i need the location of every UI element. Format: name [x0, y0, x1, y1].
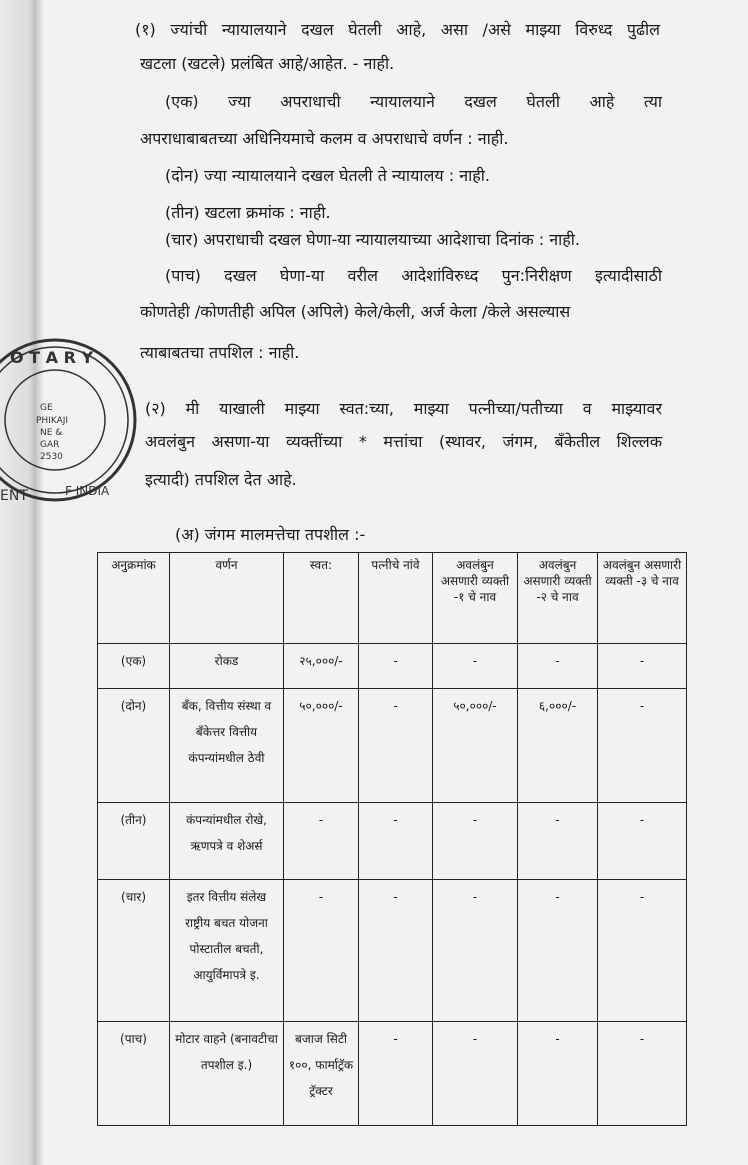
- cell-dependent-2: -: [518, 803, 598, 880]
- page-fold-shadow: [0, 0, 36, 1165]
- cell-spouse: -: [359, 1022, 433, 1126]
- svg-text:NE &: NE &: [40, 428, 63, 438]
- header-description: वर्णन: [170, 553, 284, 644]
- section2-line1: (२) मी याखाली माझ्या स्वत:च्या, माझ्या पत्नीच्या/पतीच्या व माझ्यावर: [145, 399, 662, 418]
- cell-serial: (एक): [98, 644, 170, 689]
- svg-text:PHIKAJI: PHIKAJI: [36, 416, 69, 426]
- table-row: [98, 880, 687, 1022]
- cell-dependent-3: -: [598, 803, 687, 880]
- cell-spouse: -: [359, 644, 433, 689]
- header-self: स्वत:: [284, 553, 359, 644]
- svg-text:GE: GE: [40, 403, 53, 413]
- cell-dependent-1: -: [433, 644, 518, 689]
- header-serial: अनुक्रमांक: [98, 553, 170, 644]
- cell-dependent-2: -: [518, 644, 598, 689]
- table-row: [98, 689, 687, 803]
- cell-dependent-3: -: [598, 880, 687, 1022]
- cell-dependent-3: -: [598, 689, 687, 803]
- table-row: [98, 644, 687, 689]
- cell-dependent-2: -: [518, 880, 598, 1022]
- section1-line2: खटला (खटले) प्रलंबित आहे/आहेत. - नाही.: [140, 54, 395, 73]
- header-dependent-2: अवलंबुन असणारी व्यक्ती -२ चे नाव: [518, 553, 598, 644]
- cell-dependent-1: -: [433, 1022, 518, 1126]
- header-spouse: पत्नीचे नांवे: [359, 553, 433, 644]
- cell-spouse: -: [359, 689, 433, 803]
- cell-self: बजाज सिटी १००, फार्माट्रॅक ट्रॅक्टर: [284, 1022, 359, 1126]
- section1-ek-1: (एक) ज्या अपराधाची न्यायालयाने दखल घेतली आहे त्या: [165, 92, 662, 111]
- cell-description: रोकड: [170, 644, 284, 689]
- cell-serial: (चार): [98, 880, 170, 1022]
- cell-dependent-3: -: [598, 644, 687, 689]
- notary-stamp: [0, 335, 140, 505]
- header-dependent-3: अवलंबुन असणारी व्यक्ती -३ चे नाव: [598, 553, 687, 644]
- cell-dependent-1: -: [433, 803, 518, 880]
- cell-dependent-3: -: [598, 1022, 687, 1126]
- movable-assets-table: [97, 552, 687, 1126]
- table-row: [98, 803, 687, 880]
- section2-line3: इत्यादी) तपशिल देत आहे.: [145, 470, 297, 489]
- svg-text:F INDIA: F INDIA: [65, 484, 110, 498]
- cell-description: इतर वित्तीय संलेख राष्ट्रीय बचत योजना पोस्टातील बचती, आयुर्विमापत्रे इ.: [170, 880, 284, 1022]
- section1-pach-2: कोणतेही /कोणतीही अपिल (अपिले) केले/केली, अर्ज केला /केले असल्यास: [140, 302, 571, 321]
- cell-dependent-2: -: [518, 1022, 598, 1126]
- cell-spouse: -: [359, 803, 433, 880]
- section1-ek-2: अपराधाबाबतच्या अधिनियमाचे कलम व अपराधाचे वर्णन : नाही.: [140, 129, 509, 148]
- cell-self: -: [284, 880, 359, 1022]
- section1-char: (चार) अपराधाची दखल घेणा-या न्यायालयाच्या आदेशाचा दिनांक : नाही.: [165, 230, 580, 249]
- cell-self: २५,०००/-: [284, 644, 359, 689]
- table-title: (अ) जंगम मालमत्तेचा तपशील :-: [175, 525, 366, 544]
- section1-pach-3: त्याबाबतचा तपशिल : नाही.: [140, 343, 300, 362]
- cell-self: ५०,०००/-: [284, 689, 359, 803]
- section1-don: (दोन) ज्या न्यायालयाने दखल घेतली ते न्यायालय : नाही.: [165, 166, 490, 185]
- cell-serial: (दोन): [98, 689, 170, 803]
- svg-text:O T A R Y: O T A R Y: [10, 348, 94, 367]
- cell-self: -: [284, 803, 359, 880]
- cell-dependent-1: ५०,०००/-: [433, 689, 518, 803]
- cell-serial: (तीन): [98, 803, 170, 880]
- header-dependent-1: अवलंबुन असणारी व्यक्ती -१ चे नाव: [433, 553, 518, 644]
- section1-pach-1: (पाच) दखल घेणा-या वरील आदेशांविरुध्द पुन:निरीक्षण इत्यादीसाठी: [165, 266, 662, 285]
- table-row: [98, 1022, 687, 1126]
- svg-text:2530: 2530: [40, 452, 63, 462]
- cell-spouse: -: [359, 880, 433, 1022]
- cell-serial: (पाच): [98, 1022, 170, 1126]
- cell-dependent-1: -: [433, 880, 518, 1022]
- cell-description: बँक, वित्तीय संस्था व बँकेत्तर वित्तीय कंपन्यांमधील ठेवी: [170, 689, 284, 803]
- section1-teen: (तीन) खटला क्रमांक : नाही.: [165, 203, 331, 222]
- cell-dependent-2: ६,०००/-: [518, 689, 598, 803]
- table-header-row: [98, 553, 687, 644]
- svg-text:ENT: ENT: [0, 488, 28, 504]
- cell-description: कंपन्यांमधील रोखे, ऋणपत्रे व शेअर्स: [170, 803, 284, 880]
- cell-description: मोटार वाहने (बनावटीचा तपशील इ.): [170, 1022, 284, 1126]
- page-fold-edge: [36, 0, 44, 1165]
- section1-line1: (१) ज्यांची न्यायालयाने दखल घेतली आहे, असा /असे माझ्या विरुध्द पुढील: [135, 20, 660, 39]
- svg-text:GAR: GAR: [40, 440, 60, 450]
- section2-line2: अवलंबुन असणा-या व्यक्तींच्या * मत्तांचा (स्थावर, जंगम, बँकेतील शिल्लक: [145, 432, 662, 451]
